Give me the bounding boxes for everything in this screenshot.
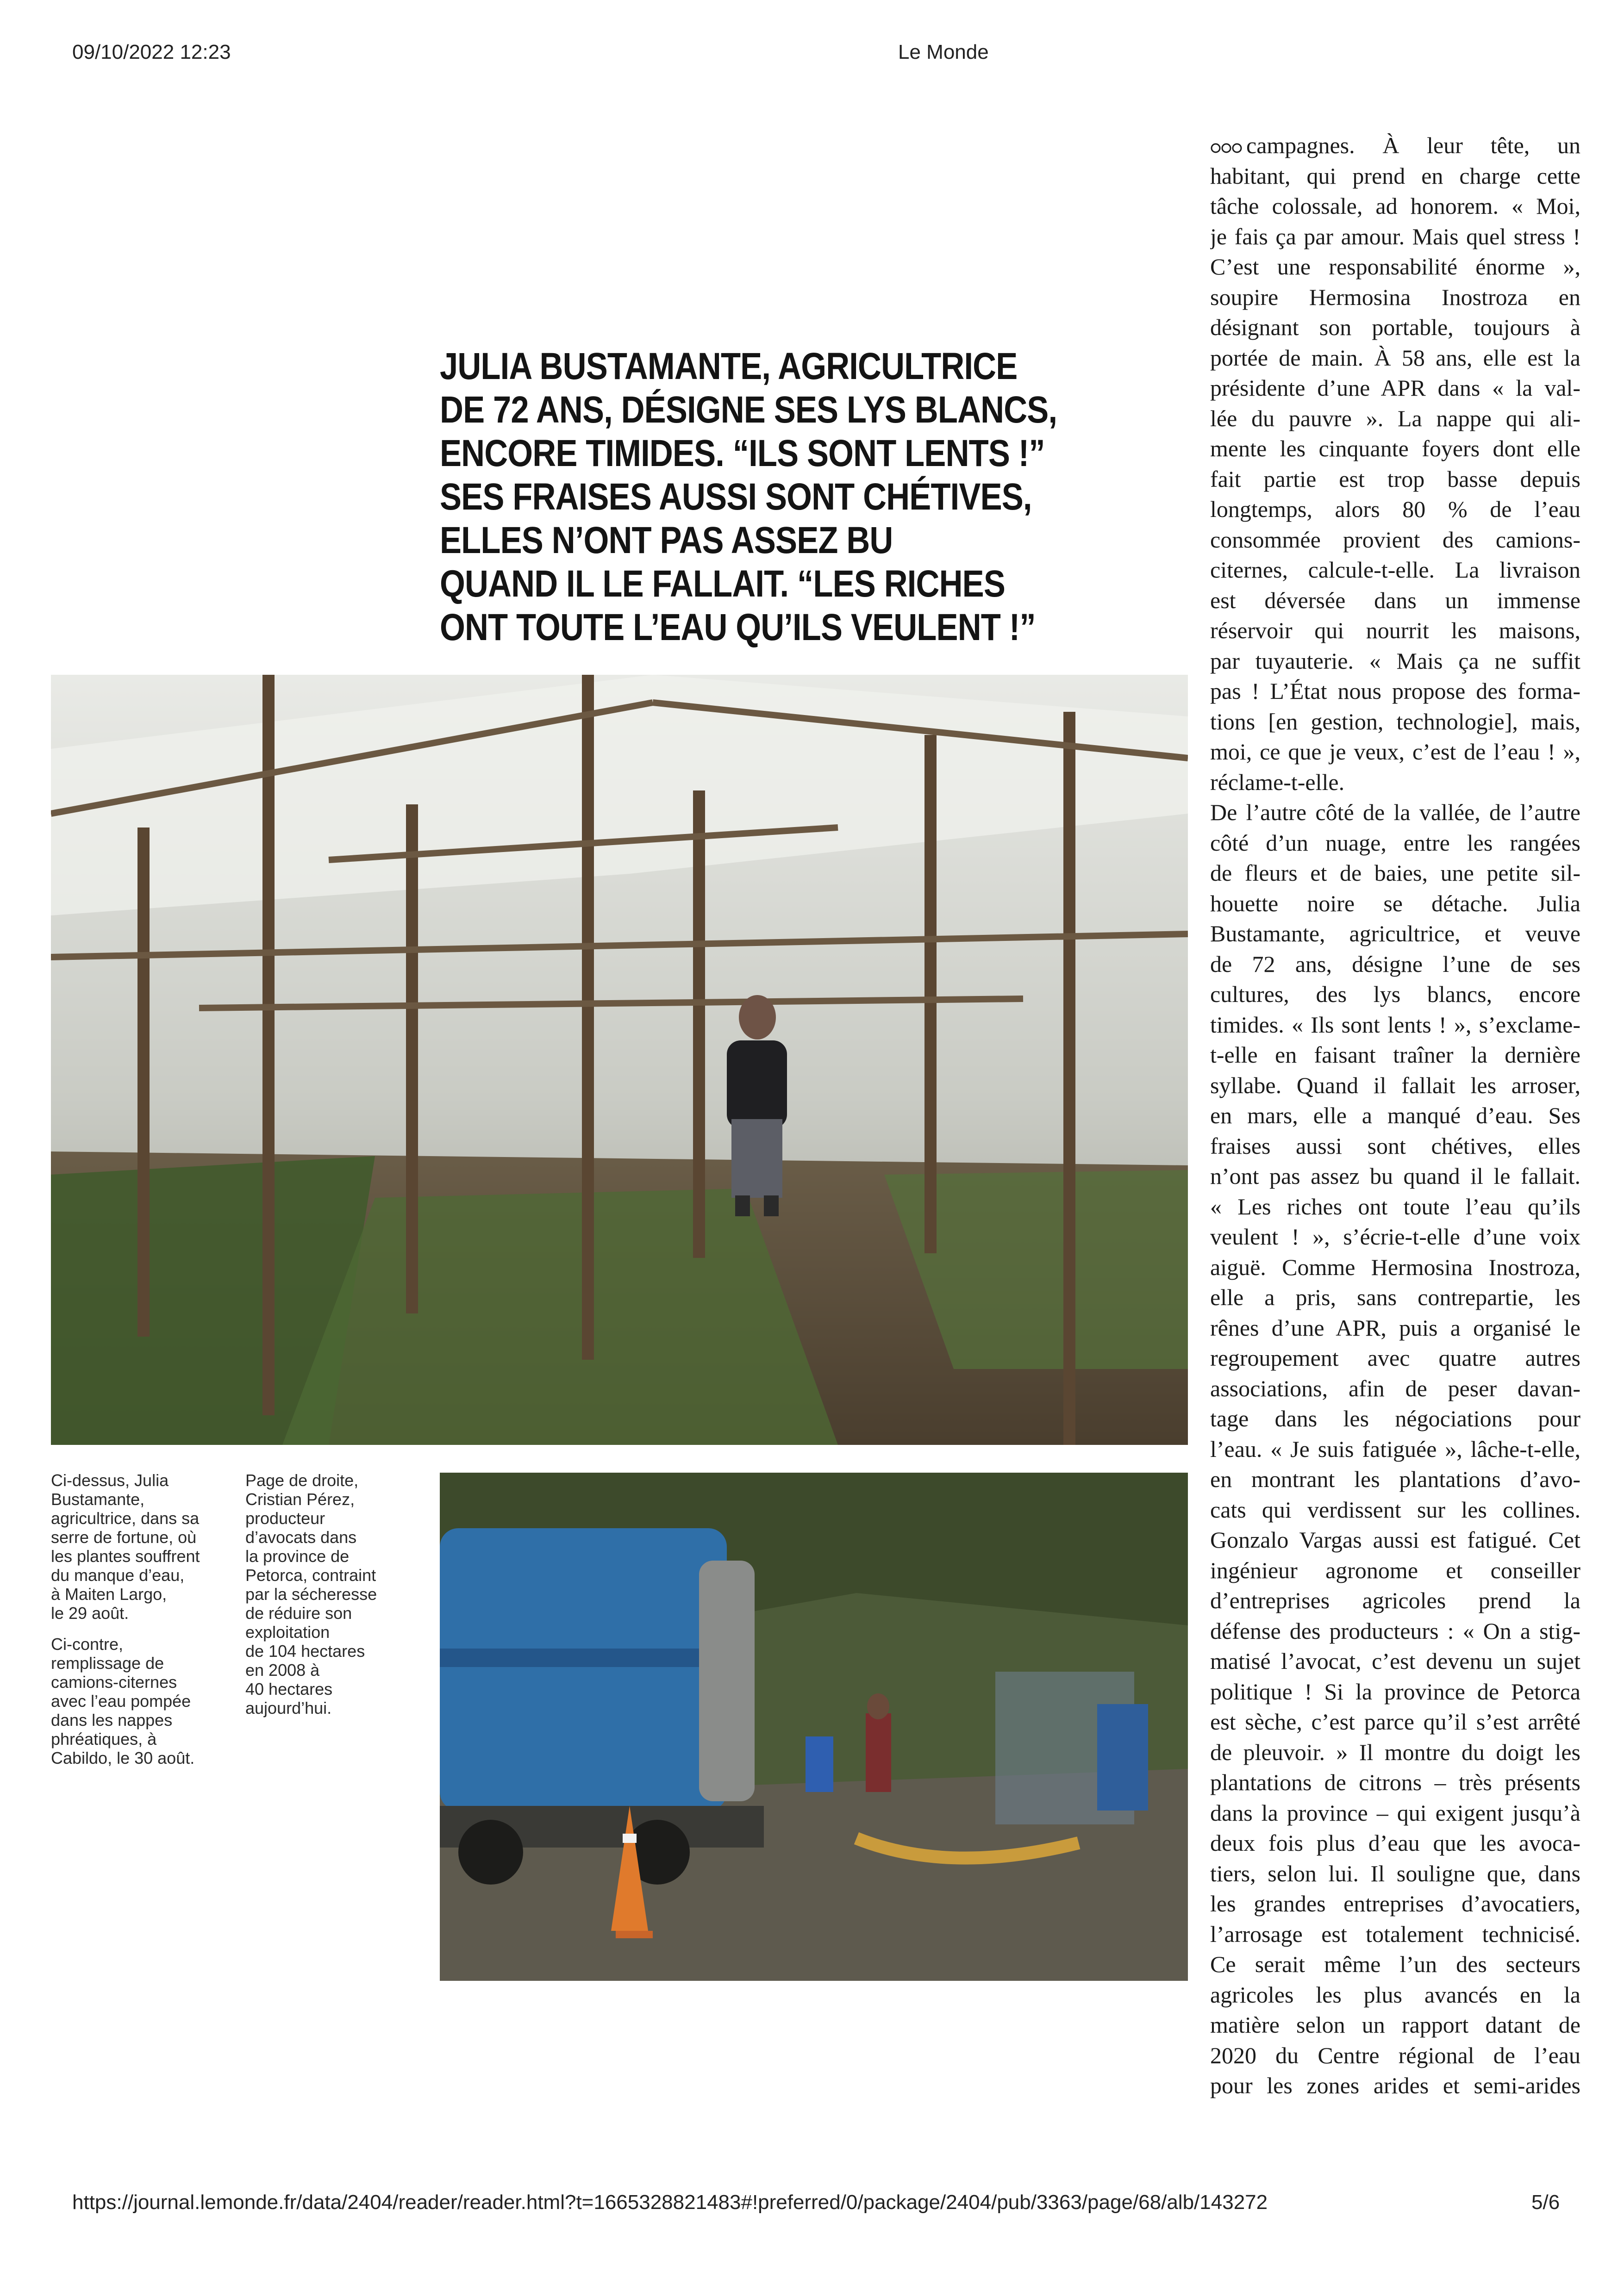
article-line xyxy=(1210,1313,1580,1344)
caption-left-para2 xyxy=(51,1635,200,1767)
article-line xyxy=(1210,737,1580,767)
article-line xyxy=(1210,707,1580,737)
article-line xyxy=(1210,1980,1580,2010)
article-line-text: n’ont pas assez bu quand il le fallait. xyxy=(1210,1163,1580,1189)
article-line-text: moi, ce que je veux, c’est de l’eau ! », xyxy=(1210,739,1580,765)
article-line-text: habitant, qui prend en charge cette xyxy=(1210,162,1580,189)
article-line xyxy=(1210,1161,1580,1192)
caption-line: de 104 hectares xyxy=(245,1642,365,1661)
article-line-text: tions [en gestion, technologie], mais, xyxy=(1210,708,1580,734)
print-url: https://journal.lemonde.fr/data/2404/reader/reader.html?t=1665328821483#!preferred/0/package/2404/pub/3363/page/68/alb/143272 xyxy=(72,2191,1268,2214)
article-line-text: cats qui verdissent sur les collines. xyxy=(1210,1496,1580,1523)
article-line-text: agricoles les plus avancés en la xyxy=(1210,1981,1580,2008)
article-line xyxy=(1210,797,1580,828)
article-line-text: cultures, des lys blancs, encore xyxy=(1210,981,1580,1007)
caption-line: de réduire son xyxy=(245,1604,352,1623)
caption-line: Cristian Pérez, xyxy=(245,1490,355,1509)
article-line xyxy=(1210,1889,1580,1919)
article-line-text: fraises aussi sont chétives, elles xyxy=(1210,1132,1580,1159)
caption-line: producteur xyxy=(245,1509,325,1528)
caption-line: Page de droite, xyxy=(245,1471,359,1490)
caption-line: Ci-contre, xyxy=(51,1635,124,1654)
caption-left-para1 xyxy=(51,1471,200,1623)
article-line xyxy=(1210,1404,1580,1434)
caption-line: agricultrice, dans sa xyxy=(51,1509,200,1528)
article-line xyxy=(1210,949,1580,980)
caption-line: remplissage de xyxy=(51,1654,164,1673)
article-line xyxy=(1210,404,1580,434)
article-line xyxy=(1210,646,1580,677)
article-line xyxy=(1210,1767,1580,1798)
article-line-text: aiguë. Comme Hermosina Inostroza, xyxy=(1210,1254,1580,1280)
article-line-text: de 72 ans, désigne l’une de ses xyxy=(1210,951,1580,977)
article-line xyxy=(1210,312,1580,343)
caption-line: serre de fortune, où xyxy=(51,1528,197,1547)
article-line xyxy=(1210,131,1580,161)
article-line xyxy=(1210,585,1580,616)
article-line xyxy=(1210,1464,1580,1495)
article-line xyxy=(1210,555,1580,585)
article-line xyxy=(1210,1192,1580,1222)
article-line-text: syllabe. Quand il fallait les arroser, xyxy=(1210,1072,1580,1098)
caption-line: le 29 août. xyxy=(51,1604,129,1623)
article-line-text: de pleuvoir. » Il montre du doigt les xyxy=(1210,1739,1580,1765)
article-line-text: réservoir qui nourrit les maisons, xyxy=(1210,617,1580,643)
article-line xyxy=(1210,1677,1580,1707)
article-line-text: pas ! L’État nous propose des forma- xyxy=(1210,678,1580,704)
caption-line: dans les nappes xyxy=(51,1711,173,1730)
article-line-text: houette noire se détache. Julia xyxy=(1210,890,1580,916)
caption-line: par la sécheresse xyxy=(245,1585,377,1604)
article-line xyxy=(1210,1586,1580,1616)
article-line-text: campagnes. À leur tête, un xyxy=(1246,132,1580,158)
article-body xyxy=(1210,131,1580,2101)
water-truck-illustration xyxy=(440,1473,1188,1981)
caption-line: d’avocats dans xyxy=(245,1528,357,1547)
article-line-text: « Les riches ont toute l’eau qu’ils xyxy=(1210,1193,1580,1220)
article-line-text: Gonzalo Vargas aussi est fatigué. Cet xyxy=(1210,1527,1580,1553)
greenhouse-photo xyxy=(51,675,1188,1445)
article-line-text: est déversée dans un immense xyxy=(1210,587,1580,613)
article-line-text: est sèche, c’est parce qu’il s’est arrêté xyxy=(1210,1709,1580,1735)
article-line-text: consommée provient des camions- xyxy=(1210,526,1580,553)
article-line-text: mente les cinquante foyers dont elle xyxy=(1210,436,1580,461)
article-line-text: côté d’un nuage, entre les rangées xyxy=(1210,829,1580,856)
article-line xyxy=(1210,979,1580,1010)
article-line-text: en montrant les plantations d’avo- xyxy=(1210,1466,1580,1492)
article-line-text: ingénieur agronome et conseiller xyxy=(1210,1557,1580,1583)
greenhouse-illustration xyxy=(51,675,1188,1445)
article-line-text: associations, afin de peser davan- xyxy=(1210,1375,1580,1401)
article-line xyxy=(1210,1919,1580,1950)
article-line-text: tage dans les négociations pour xyxy=(1210,1406,1580,1431)
article-line xyxy=(1210,1949,1580,1980)
article-line-text: dans la province – qui exigent jusqu’à xyxy=(1210,1799,1580,1826)
article-line xyxy=(1210,1252,1580,1283)
pull-quote-line: ELLES N’ONT PAS ASSEZ BU xyxy=(440,519,893,561)
article-line-text: rênes d’une APR, puis a organisé le xyxy=(1210,1314,1580,1341)
article-line xyxy=(1210,1343,1580,1374)
water-truck-photo xyxy=(440,1473,1188,1981)
article-line xyxy=(1210,343,1580,373)
article-line xyxy=(1210,1222,1580,1252)
pull-quote xyxy=(440,345,1077,649)
pull-quote-line: ONT TOUTE L’EAU QU’ILS VEULENT !” xyxy=(440,606,1036,648)
article-line-text: portée de main. À 58 ans, elle est la xyxy=(1210,344,1580,371)
article-line-text: veulent ! », s’écrie-t-elle d’une voix xyxy=(1210,1224,1580,1250)
caption-line: Bustamante, xyxy=(51,1490,145,1509)
article-line-text: 2020 du Centre régional de l’eau xyxy=(1210,2042,1580,2068)
caption-line: Cabildo, le 30 août. xyxy=(51,1748,195,1767)
article-line-text: De l’autre côté de la vallée, de l’autre xyxy=(1210,799,1580,825)
caption-line: en 2008 à xyxy=(245,1661,320,1680)
article-line xyxy=(1210,1282,1580,1313)
article-line-text: Bustamante, agricultrice, et veuve xyxy=(1210,921,1580,946)
caption-line: la province de xyxy=(245,1547,350,1566)
article-line xyxy=(1210,1646,1580,1677)
article-line-text: politique ! Si la province de Petorca xyxy=(1210,1678,1580,1705)
print-page-number: 5/6 xyxy=(1531,2191,1560,2214)
caption-line: phréatiques, à xyxy=(51,1730,157,1748)
article-line xyxy=(1210,525,1580,555)
article-line-text: défense des producteurs : « On a stig- xyxy=(1210,1618,1580,1644)
article-line-text: matière selon un rapport datant de xyxy=(1210,2012,1580,2038)
article-line xyxy=(1210,828,1580,859)
article-line-text: tiers, selon lui. Il souligne que, dans xyxy=(1210,1860,1580,1886)
caption-left xyxy=(51,1471,200,1767)
article-line-text: les grandes entreprises d’avocatiers, xyxy=(1210,1891,1580,1916)
article-line xyxy=(1210,494,1580,525)
article-line-text: deux fois plus d’eau que les avoca- xyxy=(1210,1830,1580,1856)
caption-line: avec l’eau pompée xyxy=(51,1692,191,1711)
article-line-text: par tuyauterie. « Mais ça ne suffit xyxy=(1210,647,1580,674)
article-line xyxy=(1210,161,1580,192)
article-line-text: matisé l’avocat, c’est devenu un sujet xyxy=(1210,1648,1580,1674)
caption-line: à Maiten Largo, xyxy=(51,1585,167,1604)
pull-quote-line: SES FRAISES AUSSI SONT CHÉTIVES, xyxy=(440,476,1032,518)
article-line xyxy=(1210,1374,1580,1404)
caption-line: du manque d’eau, xyxy=(51,1566,185,1585)
article-line xyxy=(1210,1525,1580,1556)
article-line-text: désignant son portable, toujours à xyxy=(1210,314,1580,340)
article-line xyxy=(1210,1828,1580,1859)
article-line-text: présidente d’une APR dans « la val- xyxy=(1210,375,1580,401)
pull-quote-line: QUAND IL LE FALLAIT. “LES RICHES xyxy=(440,563,1006,605)
caption-line: 40 hectares xyxy=(245,1680,333,1699)
article-line-text: soupire Hermosina Inostroza en xyxy=(1210,284,1580,310)
article-line-text: l’arrosage est totalement technicisé. xyxy=(1210,1921,1580,1947)
print-date: 09/10/2022 12:23 xyxy=(72,41,231,63)
article-line xyxy=(1210,919,1580,949)
article-line xyxy=(1210,1798,1580,1829)
article-line xyxy=(1210,889,1580,919)
article-line xyxy=(1210,191,1580,222)
article-line-text: citernes, calcule-t-elle. La livraison xyxy=(1210,557,1580,583)
article-line-text: fait partie est trop basse depuis xyxy=(1210,466,1580,492)
article-line xyxy=(1210,373,1580,404)
pull-quote-line: ENCORE TIMIDES. “ILS SONT LENTS !” xyxy=(440,432,1045,474)
article-line xyxy=(1210,1707,1580,1737)
article-line xyxy=(1210,1010,1580,1040)
article-line-text: l’eau. « Je suis fatiguée », lâche-t-elle, xyxy=(1210,1436,1580,1462)
article-line-text: lée du pauvre ». La nappe qui ali- xyxy=(1210,405,1580,431)
caption-line: Ci-dessus, Julia xyxy=(51,1471,169,1490)
article-line xyxy=(1210,2041,1580,2071)
pull-quote-line: DE 72 ANS, DÉSIGNE SES LYS BLANCS, xyxy=(440,389,1057,431)
article-line xyxy=(1210,1040,1580,1070)
article-line-text: C’est une responsabilité énorme », xyxy=(1210,254,1580,280)
article-line xyxy=(1210,767,1580,798)
article-line-text: longtemps, alors 80 % de l’eau xyxy=(1210,496,1580,522)
article-line xyxy=(1210,252,1580,282)
article-line xyxy=(1210,2071,1580,2101)
article-line xyxy=(1210,616,1580,646)
article-line-text: Ce serait même l’un des secteurs xyxy=(1210,1951,1580,1977)
article-line xyxy=(1210,1556,1580,1586)
article-line-text: réclame-t-elle. xyxy=(1210,769,1345,795)
article-line xyxy=(1210,222,1580,252)
article-line-text: pour les zones arides et semi-arides xyxy=(1210,2072,1580,2098)
article-line-text: t-elle en faisant traîner la dernière xyxy=(1210,1042,1580,1068)
article-line-text: je fais ça par amour. Mais quel stress ! xyxy=(1210,223,1580,249)
continuation-circles-icon xyxy=(1210,142,1243,154)
caption-line: camions-citernes xyxy=(51,1673,177,1692)
caption-line: aujourd’hui. xyxy=(245,1699,332,1717)
article-line-text: regroupement avec quatre autres xyxy=(1210,1345,1580,1371)
caption-line: Petorca, contraint xyxy=(245,1566,376,1585)
article-line xyxy=(1210,1737,1580,1768)
print-site-title: Le Monde xyxy=(898,41,989,63)
caption-line: exploitation xyxy=(245,1623,330,1642)
article-line xyxy=(1210,676,1580,707)
article-line xyxy=(1210,1131,1580,1162)
article-line xyxy=(1210,2010,1580,2041)
article-line-text: elle a pris, sans contrepartie, les xyxy=(1210,1284,1580,1310)
article-line xyxy=(1210,858,1580,889)
article-line xyxy=(1210,1101,1580,1131)
caption-line: les plantes souffrent xyxy=(51,1547,200,1566)
article-line xyxy=(1210,1434,1580,1465)
article-line-text: d’entreprises agricoles prend la xyxy=(1210,1587,1580,1613)
article-line-text: de fleurs et de baies, une petite sil- xyxy=(1210,860,1580,886)
article-line xyxy=(1210,282,1580,313)
caption-right xyxy=(245,1471,377,1717)
article-line-text: plantations de citrons – très présents xyxy=(1210,1769,1580,1795)
article-line xyxy=(1210,464,1580,495)
pull-quote-line: JULIA BUSTAMANTE, AGRICULTRICE xyxy=(440,345,1018,387)
article-line-text: timides. « Ils sont lents ! », s’exclame- xyxy=(1210,1011,1580,1038)
article-line xyxy=(1210,1495,1580,1525)
article-line xyxy=(1210,434,1580,464)
article-line xyxy=(1210,1070,1580,1101)
article-line-text: en mars, elle a manqué d’eau. Ses xyxy=(1210,1102,1580,1128)
article-line-text: tâche colossale, ad honorem. « Moi, xyxy=(1210,193,1580,219)
article-line xyxy=(1210,1859,1580,1889)
article-line xyxy=(1210,1616,1580,1647)
